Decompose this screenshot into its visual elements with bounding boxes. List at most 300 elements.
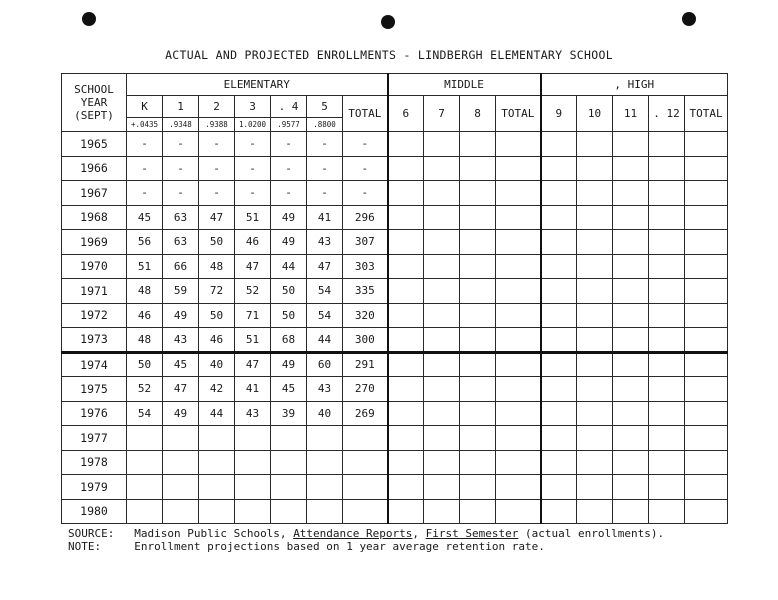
elementary-cell: 51: [235, 205, 271, 230]
elementary-cell: [163, 475, 199, 500]
punch-hole-right: [682, 12, 696, 26]
high-cell: [685, 450, 728, 475]
middle-cell: [496, 205, 541, 230]
elementary-cell: 50: [271, 303, 307, 328]
elementary-cell: [163, 426, 199, 451]
high-cell: [613, 279, 649, 304]
high-cell: [577, 426, 613, 451]
middle-cell: [460, 279, 496, 304]
high-cell: [613, 230, 649, 255]
source-document: Attendance Reports: [293, 527, 413, 540]
elementary-cell: [235, 499, 271, 524]
elementary-cell: -: [271, 156, 307, 181]
middle-cell: [424, 279, 460, 304]
elementary-cell: -: [199, 181, 235, 206]
middle-cell: [388, 205, 424, 230]
high-cell: [577, 303, 613, 328]
elementary-cell: 66: [163, 254, 199, 279]
high-cell: [649, 499, 685, 524]
middle-cell: [460, 254, 496, 279]
high-cell: [649, 181, 685, 206]
elementary-col-header: 2: [199, 96, 235, 118]
middle-cell: [496, 132, 541, 157]
elementary-cell: 291: [343, 352, 388, 377]
high-cell: [577, 352, 613, 377]
elementary-cell: -: [163, 132, 199, 157]
year-cell: 1971: [62, 279, 127, 304]
elementary-cell: 46: [199, 328, 235, 353]
table-row: [62, 181, 728, 206]
year-cell: 1978: [62, 450, 127, 475]
middle-cell: [388, 132, 424, 157]
elementary-cell: 44: [199, 401, 235, 426]
elementary-cell: [343, 499, 388, 524]
middle-cell: [424, 377, 460, 402]
elementary-cell: 50: [199, 303, 235, 328]
elementary-cell: -: [343, 132, 388, 157]
high-cell: [649, 352, 685, 377]
middle-cell: [460, 475, 496, 500]
elementary-cell: -: [235, 181, 271, 206]
high-cell: [613, 499, 649, 524]
middle-cell: [496, 450, 541, 475]
high-cell: [649, 303, 685, 328]
elementary-cell: 71: [235, 303, 271, 328]
retention-rate: .9388: [199, 118, 235, 132]
high-cell: [685, 377, 728, 402]
elementary-cell: [235, 426, 271, 451]
high-col-header: TOTAL: [685, 96, 728, 132]
elementary-cell: 49: [163, 401, 199, 426]
retention-rate: 1.0200: [235, 118, 271, 132]
elementary-cell: 41: [307, 205, 343, 230]
elementary-col-header: 3: [235, 96, 271, 118]
middle-cell: [496, 352, 541, 377]
high-cell: [541, 303, 577, 328]
year-cell: 1965: [62, 132, 127, 157]
elementary-cell: [343, 450, 388, 475]
elementary-cell: 72: [199, 279, 235, 304]
middle-cell: [496, 156, 541, 181]
middle-cell: [496, 499, 541, 524]
middle-cell: [460, 205, 496, 230]
source-note: (actual enrollments).: [525, 527, 665, 540]
year-cell: 1972: [62, 303, 127, 328]
high-cell: [613, 205, 649, 230]
elementary-cell: 63: [163, 205, 199, 230]
elementary-cell: [307, 450, 343, 475]
high-col-header: 10: [577, 96, 613, 132]
high-cell: [541, 156, 577, 181]
elementary-cell: 49: [271, 205, 307, 230]
elementary-cell: 48: [127, 279, 163, 304]
middle-cell: [460, 132, 496, 157]
elementary-cell: -: [127, 156, 163, 181]
elementary-cell: 56: [127, 230, 163, 255]
elementary-group-header: ELEMENTARY: [127, 74, 388, 96]
middle-cell: [424, 401, 460, 426]
elementary-cell: 47: [307, 254, 343, 279]
elementary-cell: -: [271, 181, 307, 206]
elementary-cell: [271, 426, 307, 451]
middle-cell: [424, 475, 460, 500]
high-cell: [649, 132, 685, 157]
high-cell: [541, 132, 577, 157]
high-cell: [649, 156, 685, 181]
middle-group-header: MIDDLE: [388, 74, 541, 96]
high-cell: [541, 230, 577, 255]
high-cell: [577, 132, 613, 157]
high-cell: [541, 352, 577, 377]
elementary-cell: [343, 426, 388, 451]
high-cell: [685, 181, 728, 206]
middle-cell: [388, 475, 424, 500]
high-cell: [613, 475, 649, 500]
year-cell: 1973: [62, 328, 127, 353]
year-cell: 1975: [62, 377, 127, 402]
high-cell: [613, 352, 649, 377]
year-cell: 1966: [62, 156, 127, 181]
high-cell: [649, 230, 685, 255]
elementary-cell: -: [235, 156, 271, 181]
elementary-cell: 51: [235, 328, 271, 353]
middle-cell: [424, 205, 460, 230]
table-row: [62, 475, 728, 500]
elementary-cell: 54: [127, 401, 163, 426]
source-label: SOURCE:: [68, 527, 115, 540]
high-cell: [541, 328, 577, 353]
high-cell: [685, 328, 728, 353]
elementary-cell: [127, 499, 163, 524]
middle-cell: [460, 230, 496, 255]
middle-cell: [388, 181, 424, 206]
elementary-cell: [343, 475, 388, 500]
year-header: SCHOOL YEAR (SEPT): [62, 74, 127, 132]
elementary-cell: 50: [127, 352, 163, 377]
table-row: [62, 132, 728, 157]
elementary-cell: -: [199, 132, 235, 157]
table-row: [62, 156, 728, 181]
middle-cell: [460, 156, 496, 181]
middle-col-header: TOTAL: [496, 96, 541, 132]
footer-notes: SOURCE: Madison Public Schools, Attendance Reports, First Semester (actual enrollments). NOTE: Enrollment projections based on 1 year average retention rate.: [68, 527, 665, 553]
elementary-cell: [307, 475, 343, 500]
elementary-cell: 335: [343, 279, 388, 304]
elementary-cell: 46: [127, 303, 163, 328]
high-cell: [685, 499, 728, 524]
middle-cell: [424, 254, 460, 279]
high-cell: [685, 132, 728, 157]
high-cell: [541, 401, 577, 426]
middle-cell: [496, 377, 541, 402]
elementary-cell: 320: [343, 303, 388, 328]
retention-rate: .9577: [271, 118, 307, 132]
elementary-cell: -: [163, 156, 199, 181]
high-cell: [577, 205, 613, 230]
middle-cell: [388, 279, 424, 304]
year-cell: 1969: [62, 230, 127, 255]
elementary-cell: 43: [163, 328, 199, 353]
high-cell: [541, 475, 577, 500]
middle-cell: [388, 377, 424, 402]
table-row: [62, 426, 728, 451]
year-cell: 1976: [62, 401, 127, 426]
year-cell: 1980: [62, 499, 127, 524]
table-row: [62, 401, 728, 426]
middle-col-header: 6: [388, 96, 424, 132]
high-col-header: 11: [613, 96, 649, 132]
table-row: [62, 377, 728, 402]
high-cell: [613, 377, 649, 402]
high-cell: [541, 499, 577, 524]
elementary-cell: 51: [127, 254, 163, 279]
elementary-col-header: . 4: [271, 96, 307, 118]
middle-cell: [388, 499, 424, 524]
elementary-cell: 43: [307, 377, 343, 402]
elementary-cell: 49: [163, 303, 199, 328]
middle-cell: [460, 401, 496, 426]
middle-cell: [496, 426, 541, 451]
high-cell: [577, 254, 613, 279]
middle-col-header: 8: [460, 96, 496, 132]
note-years: 1: [346, 539, 353, 553]
elementary-cell: -: [343, 181, 388, 206]
elementary-cell: 48: [127, 328, 163, 353]
elementary-cell: 49: [271, 230, 307, 255]
middle-cell: [424, 328, 460, 353]
high-cell: [541, 426, 577, 451]
middle-cell: [460, 377, 496, 402]
punch-hole-center: [381, 15, 395, 29]
high-cell: [649, 401, 685, 426]
middle-cell: [424, 426, 460, 451]
high-cell: [613, 328, 649, 353]
elementary-cell: -: [163, 181, 199, 206]
elementary-cell: 269: [343, 401, 388, 426]
elementary-col-header: 5: [307, 96, 343, 118]
elementary-cell: 45: [271, 377, 307, 402]
elementary-cell: -: [307, 181, 343, 206]
high-cell: [685, 426, 728, 451]
high-cell: [685, 352, 728, 377]
elementary-cell: 47: [199, 205, 235, 230]
table-row: [62, 352, 728, 377]
elementary-cell: [271, 499, 307, 524]
middle-cell: [460, 450, 496, 475]
middle-cell: [460, 499, 496, 524]
elementary-cell: 47: [235, 254, 271, 279]
high-cell: [649, 279, 685, 304]
elementary-cell: 40: [199, 352, 235, 377]
high-cell: [649, 377, 685, 402]
elementary-cell: 68: [271, 328, 307, 353]
elementary-cell: 43: [235, 401, 271, 426]
year-cell: 1970: [62, 254, 127, 279]
elementary-cell: 54: [307, 303, 343, 328]
elementary-cell: [199, 426, 235, 451]
retention-rate: +.0435: [127, 118, 163, 132]
elementary-cell: [199, 499, 235, 524]
elementary-cell: 303: [343, 254, 388, 279]
high-cell: [577, 499, 613, 524]
note-text-pre: Enrollment projections based on: [134, 539, 340, 553]
elementary-cell: 49: [271, 352, 307, 377]
elementary-cell: 63: [163, 230, 199, 255]
year-cell: 1979: [62, 475, 127, 500]
middle-cell: [388, 230, 424, 255]
elementary-cell: [127, 450, 163, 475]
table-row: [62, 499, 728, 524]
elementary-cell: 46: [235, 230, 271, 255]
middle-cell: [388, 303, 424, 328]
high-cell: [649, 475, 685, 500]
high-cell: [577, 450, 613, 475]
elementary-cell: 50: [271, 279, 307, 304]
high-cell: [649, 328, 685, 353]
middle-cell: [460, 181, 496, 206]
middle-cell: [388, 254, 424, 279]
high-cell: [577, 475, 613, 500]
elementary-cell: [271, 450, 307, 475]
middle-cell: [460, 352, 496, 377]
middle-cell: [388, 426, 424, 451]
high-cell: [685, 254, 728, 279]
middle-cell: [424, 181, 460, 206]
high-cell: [577, 401, 613, 426]
high-cell: [613, 303, 649, 328]
table-row: [62, 279, 728, 304]
middle-cell: [460, 426, 496, 451]
enrollment-table: [61, 73, 728, 524]
elementary-col-header: TOTAL: [343, 96, 388, 132]
high-cell: [541, 450, 577, 475]
middle-cell: [496, 254, 541, 279]
elementary-cell: -: [343, 156, 388, 181]
middle-cell: [496, 181, 541, 206]
high-cell: [685, 279, 728, 304]
elementary-cell: [307, 499, 343, 524]
elementary-cell: [127, 475, 163, 500]
high-cell: [541, 254, 577, 279]
middle-cell: [496, 279, 541, 304]
elementary-cell: 307: [343, 230, 388, 255]
high-cell: [613, 254, 649, 279]
middle-cell: [460, 328, 496, 353]
middle-cell: [424, 230, 460, 255]
high-cell: [613, 132, 649, 157]
elementary-cell: -: [235, 132, 271, 157]
high-cell: [685, 401, 728, 426]
elementary-cell: 47: [235, 352, 271, 377]
table-row: [62, 205, 728, 230]
table-row: [62, 303, 728, 328]
middle-cell: [496, 230, 541, 255]
note-text-post: year average retention rate.: [359, 539, 545, 553]
elementary-cell: 48: [199, 254, 235, 279]
punch-hole-left: [82, 12, 96, 26]
middle-cell: [424, 156, 460, 181]
high-col-header: 9: [541, 96, 577, 132]
high-cell: [577, 279, 613, 304]
high-cell: [577, 377, 613, 402]
retention-rate: .8800: [307, 118, 343, 132]
elementary-cell: [307, 426, 343, 451]
high-cell: [541, 181, 577, 206]
elementary-cell: 45: [163, 352, 199, 377]
year-cell: 1968: [62, 205, 127, 230]
high-cell: [541, 377, 577, 402]
middle-cell: [424, 352, 460, 377]
elementary-cell: -: [307, 156, 343, 181]
high-cell: [685, 230, 728, 255]
elementary-cell: 54: [307, 279, 343, 304]
elementary-cell: [163, 499, 199, 524]
middle-cell: [424, 132, 460, 157]
high-cell: [649, 450, 685, 475]
table-row: [62, 254, 728, 279]
middle-cell: [496, 475, 541, 500]
middle-cell: [424, 450, 460, 475]
high-cell: [685, 475, 728, 500]
middle-cell: [460, 303, 496, 328]
high-group-header: , HIGH: [541, 74, 728, 96]
middle-cell: [496, 328, 541, 353]
middle-cell: [424, 303, 460, 328]
page-title: ACTUAL AND PROJECTED ENROLLMENTS - LINDBERGH ELEMENTARY SCHOOL: [165, 48, 613, 62]
middle-col-header: 7: [424, 96, 460, 132]
high-cell: [613, 401, 649, 426]
elementary-cell: 47: [163, 377, 199, 402]
elementary-cell: [199, 450, 235, 475]
elementary-col-header: K: [127, 96, 163, 118]
elementary-cell: 60: [307, 352, 343, 377]
elementary-cell: [235, 450, 271, 475]
middle-cell: [388, 352, 424, 377]
high-cell: [577, 156, 613, 181]
source-org: Madison Public Schools,: [134, 527, 287, 540]
year-cell: 1967: [62, 181, 127, 206]
elementary-cell: [127, 426, 163, 451]
source-semester: First Semester: [425, 527, 519, 540]
middle-cell: [424, 499, 460, 524]
year-cell: 1977: [62, 426, 127, 451]
elementary-cell: 40: [307, 401, 343, 426]
elementary-cell: 44: [271, 254, 307, 279]
high-cell: [541, 279, 577, 304]
middle-cell: [388, 401, 424, 426]
middle-cell: [496, 401, 541, 426]
elementary-cell: 42: [199, 377, 235, 402]
elementary-cell: [199, 475, 235, 500]
elementary-cell: [235, 475, 271, 500]
high-cell: [577, 230, 613, 255]
high-col-header: . 12: [649, 96, 685, 132]
high-cell: [577, 181, 613, 206]
table-row: [62, 328, 728, 353]
elementary-cell: -: [271, 132, 307, 157]
elementary-cell: 50: [199, 230, 235, 255]
table-row: [62, 450, 728, 475]
elementary-cell: -: [307, 132, 343, 157]
high-cell: [685, 303, 728, 328]
elementary-cell: 43: [307, 230, 343, 255]
elementary-cell: 300: [343, 328, 388, 353]
elementary-cell: 44: [307, 328, 343, 353]
high-cell: [613, 156, 649, 181]
retention-rate: .9348: [163, 118, 199, 132]
elementary-cell: 59: [163, 279, 199, 304]
elementary-cell: 45: [127, 205, 163, 230]
